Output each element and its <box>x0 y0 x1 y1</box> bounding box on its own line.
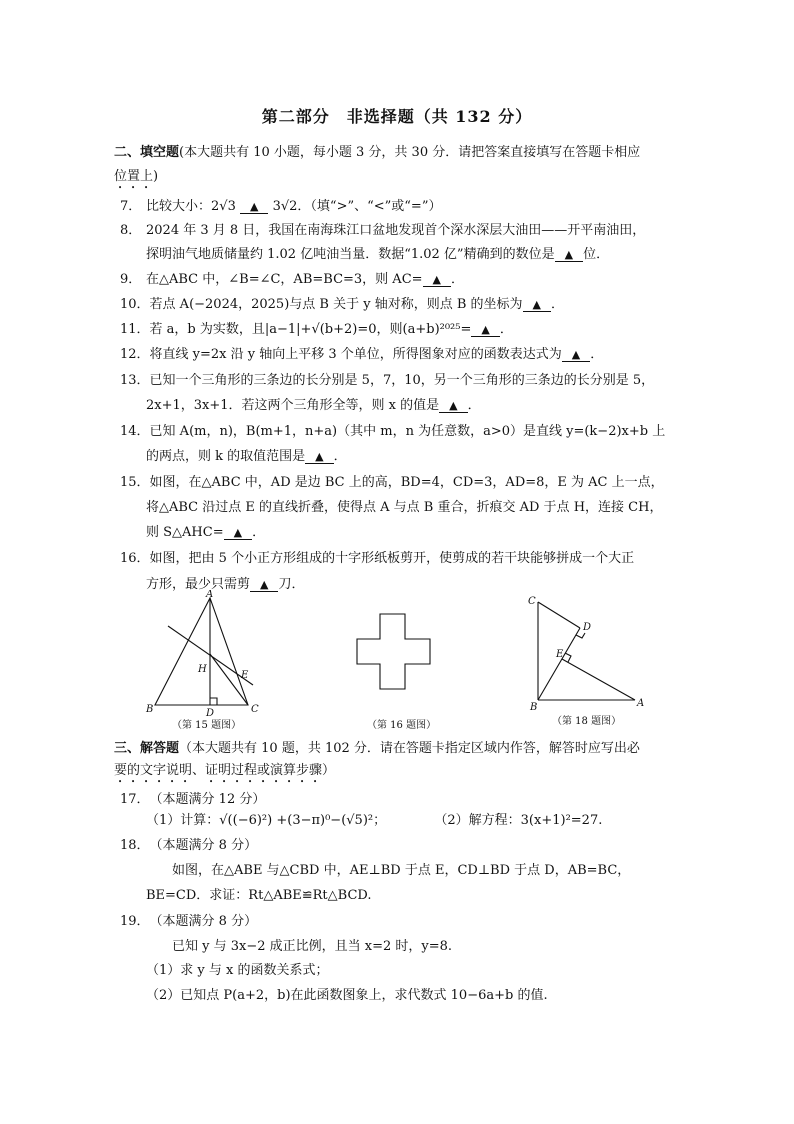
triangle-abc <box>155 598 248 705</box>
question-9 <box>120 271 464 289</box>
math-expression: 2√3 <box>211 199 236 214</box>
label-h: H <box>198 664 207 675</box>
label-b: B <box>530 702 538 713</box>
question-number: 11． <box>120 322 150 337</box>
figure-18-diagram <box>520 590 650 715</box>
question-number: 12． <box>120 347 150 362</box>
section3-heading: 三、解答题 <box>114 741 180 756</box>
question-text: ．（填“>”、“<”或“=”） <box>297 199 442 214</box>
question-number: 14． <box>120 424 150 439</box>
question-17 <box>120 791 265 809</box>
question-8-line2 <box>146 246 609 264</box>
question-19-line1: 已知 y 与 3x−2 成正比例，且当 x=2 时，y=8. <box>172 939 453 954</box>
question-text: 已知 A(m，n)，B(m+1，n+a)（其中 m，n 为任意数，a>0）是直线 y=(k−2)x+b 上 <box>149 424 666 439</box>
figure-16-diagram <box>355 612 435 692</box>
question-text: ． <box>333 449 347 464</box>
question-19-part2: （2）已知点 P(a+2，b)在此函数图象上，求代数式 10−6a+b 的值. <box>146 988 548 1003</box>
question-text: 若 a，b 为实数，且|a−1|+√(b+2)=0，则(a+b)²⁰²⁵= <box>149 322 472 337</box>
answer-blank: ▲ <box>555 248 583 262</box>
question-text: ． <box>499 322 513 337</box>
right-angle-mark <box>210 698 217 705</box>
question-text: ． <box>467 398 481 413</box>
question-number: 8． <box>120 223 142 238</box>
question-19 <box>120 913 257 931</box>
label-c: C <box>251 704 259 715</box>
figure-16-caption: （第 16 题图） <box>367 720 437 731</box>
section3-header <box>114 740 640 758</box>
section2-heading: 二、填空题 <box>114 145 180 160</box>
math-expression: 3√2 <box>272 199 298 214</box>
question-14-line2 <box>146 448 347 466</box>
question-text: 2024 年 3 月 8 日，我国在南海珠江口盆地发现首个深水深层大油田——开平南油田， <box>146 223 646 238</box>
question-number: 18． <box>120 838 150 853</box>
question-text: 比较大小： <box>146 199 212 214</box>
question-18-line1: 如图，在△ABE 与△CBD 中，AE⊥BD 于点 E，CD⊥BD 于点 D，AB=BC， <box>172 863 631 878</box>
question-number: 16． <box>120 551 150 566</box>
question-text: 的两点，则 k 的取值范围是 <box>146 449 306 464</box>
question-score: （本题满分 8 分） <box>149 838 258 853</box>
question-text: ． <box>252 525 266 540</box>
question-text: ． <box>590 347 604 362</box>
question-14 <box>120 423 665 441</box>
page-title: 第二部分 非选择题（共 132 分） <box>261 107 533 126</box>
question-text: 位． <box>583 247 610 262</box>
question-text: ． <box>551 297 565 312</box>
question-text: 在△ABC 中，∠B=∠C，AB=BC=3，则 AC= <box>146 272 423 287</box>
cross-shape <box>357 614 430 689</box>
question-number: 19． <box>120 914 150 929</box>
figure-15-caption: （第 15 题图） <box>172 720 242 731</box>
label-d: D <box>583 622 592 633</box>
answer-blank: ▲ <box>562 348 590 362</box>
right-angle-mark-d <box>576 633 585 638</box>
question-number: 17． <box>120 792 150 807</box>
answer-blank: ▲ <box>523 298 551 312</box>
question-8 <box>120 222 645 240</box>
question-text: 2x+1，3x+1．若这两个三角形全等，则 x 的值是 <box>146 398 440 413</box>
section2-header <box>114 144 640 162</box>
question-text: 探明油气地质储量约 1.02 亿吨油当量．数据“1.02 亿”精确到的数位是 <box>146 247 555 262</box>
label-e: E <box>241 670 249 681</box>
label-e: E <box>556 649 564 660</box>
question-number: 7． <box>120 199 142 214</box>
question-15 <box>120 474 664 492</box>
question-19-part1: （1）求 y 与 x 的函数关系式； <box>146 963 329 978</box>
question-text: 刀． <box>278 577 305 592</box>
question-text: 如图，把由 5 个小正方形组成的十字形纸板剪开，使剪成的若干块能够拼成一个大正 <box>149 551 635 566</box>
segment-cd <box>538 602 580 628</box>
question-text: 将直线 y=2x 沿 y 轴向上平移 3 个单位，所得图象对应的函数表达式为 <box>149 347 562 362</box>
question-text: 则 S△AHC= <box>146 525 224 540</box>
section3-note-line2: 要的文字说明、证明过程或演算步骤） <box>114 763 336 778</box>
question-text: ． <box>451 272 465 287</box>
section2-note-line1: (本大题共有 10 小题，每小题 3 分，共 30 分．请把答案直接填写在答题卡相应 <box>179 145 641 160</box>
sub-question-2: （2）解方程：3(x+1)²=27. <box>434 813 603 828</box>
label-d: D <box>206 708 215 719</box>
question-18 <box>120 837 257 855</box>
question-11 <box>120 321 513 339</box>
answer-blank: ▲ <box>471 323 499 337</box>
question-7 <box>120 198 441 216</box>
question-13 <box>120 372 654 390</box>
question-13-line2 <box>146 397 481 415</box>
segment-bd <box>538 628 580 700</box>
question-score: （本题满分 12 分） <box>149 792 266 807</box>
label-c: C <box>528 596 536 607</box>
section2-note-line2: 位置上) <box>114 169 159 184</box>
answer-blank: ▲ <box>240 200 268 214</box>
label-b: B <box>146 704 154 715</box>
sub-question-1: （1）计算：√((−6)²) +(3−π)⁰−(√5)²； <box>146 813 387 828</box>
answer-blank: ▲ <box>250 578 278 592</box>
question-17-parts <box>146 812 602 830</box>
figure-18-caption: （第 18 题图） <box>552 716 622 727</box>
answer-blank: ▲ <box>305 450 333 464</box>
answer-blank: ▲ <box>224 526 252 540</box>
label-a: A <box>206 590 214 600</box>
question-text: 方形，最少只需剪 <box>146 577 251 592</box>
question-score: （本题满分 8 分） <box>149 914 258 929</box>
question-18-line2: BE=CD．求证：Rt△ABE≌Rt△BCD. <box>146 888 372 903</box>
figure-15-diagram <box>140 590 270 720</box>
question-number: 13． <box>120 373 150 388</box>
section3-note-line1: （本大题共有 10 题，共 102 分．请在答题卡指定区域内作答，解答时应写出必 <box>179 741 640 756</box>
question-15-line3 <box>146 524 265 542</box>
answer-blank: ▲ <box>423 273 451 287</box>
question-15-line2: 将△ABC 沿过点 E 的直线折叠，使得点 A 与点 B 重合，折痕交 AD 于点 H，连接 CH， <box>146 500 663 515</box>
question-12 <box>120 346 603 364</box>
label-a: A <box>637 698 645 709</box>
answer-blank: ▲ <box>439 399 467 413</box>
question-text: 如图，在△ABC 中，AD 是边 BC 上的高，BD=4，CD=3，AD=8，E 为 AC 上一点， <box>149 475 664 490</box>
question-text: 已知一个三角形的三条边的长分别是 5，7，10，另一个三角形的三条边的长分别是 5， <box>149 373 655 388</box>
question-10 <box>120 296 564 314</box>
question-text: 若点 A(−2024，2025)与点 B 关于 y 轴对称，则点 B 的坐标为 <box>149 297 523 312</box>
segment-ea <box>562 659 635 700</box>
question-number: 15． <box>120 475 150 490</box>
question-number: 9． <box>120 272 142 287</box>
question-16 <box>120 550 634 568</box>
question-number: 10． <box>120 297 150 312</box>
